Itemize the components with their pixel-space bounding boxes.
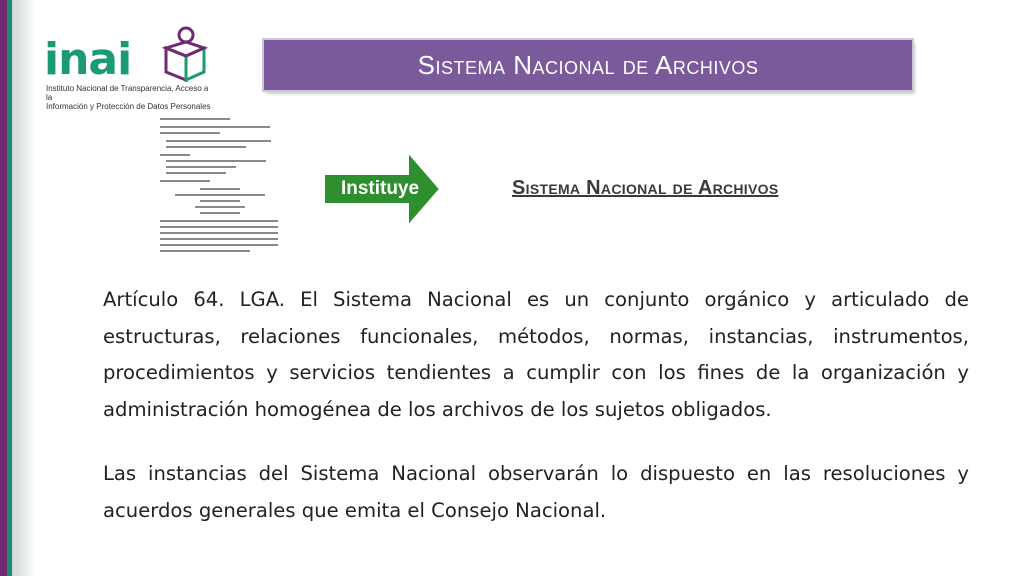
doc-line [160, 126, 270, 128]
body-paragraph-2: Las instancias del Sistema Nacional observarán lo dispuesto en las resoluciones y acuerdos generales que emita el Consejo Nacional. [103, 462, 969, 522]
doc-line [166, 166, 236, 168]
doc-line [166, 140, 271, 142]
doc-line [160, 238, 278, 240]
title-banner [264, 40, 912, 90]
doc-line [160, 226, 278, 228]
logo-figure-icon [160, 26, 208, 82]
inai-logo [44, 26, 214, 111]
section-subtitle: Sistema Nacional de Archivos [512, 177, 779, 199]
doc-line [195, 206, 245, 208]
doc-line [166, 172, 226, 174]
arrow-label: Instituye [340, 178, 420, 199]
doc-line [175, 194, 265, 196]
logo-subtitle [46, 84, 216, 111]
logo-subtitle-line-2: Información y Protección de Datos Personales [46, 102, 211, 111]
doc-line [160, 154, 190, 156]
doc-line [160, 180, 210, 182]
doc-line [166, 146, 246, 148]
doc-line [200, 212, 240, 214]
doc-line [200, 188, 240, 190]
body-paragraph-1: Artículo 64. LGA. El Sistema Nacional es un conjunto orgánico y articulado de estructuras, relaciones funcionales, métodos, normas, instancias, instrumentos, procedimientos y servicios tendientes a cumplir con los fines de la organización y administración homogénea de los archivos de los sujetos obligados. [103, 288, 969, 421]
logo-subtitle-line-1: Instituto Nacional de Transparencia, Acceso a la [46, 84, 209, 102]
doc-line [160, 132, 220, 134]
side-stripe-decoration [0, 0, 36, 576]
logo-wordmark: inai [44, 34, 132, 85]
doc-line [160, 220, 278, 222]
document-thumbnail-image [160, 116, 280, 256]
doc-line [160, 250, 250, 252]
doc-line [166, 160, 266, 162]
doc-line [160, 244, 278, 246]
page-title: Sistema Nacional de Archivos [417, 49, 759, 80]
doc-line [160, 118, 230, 120]
doc-line [200, 200, 240, 202]
doc-line [160, 232, 278, 234]
